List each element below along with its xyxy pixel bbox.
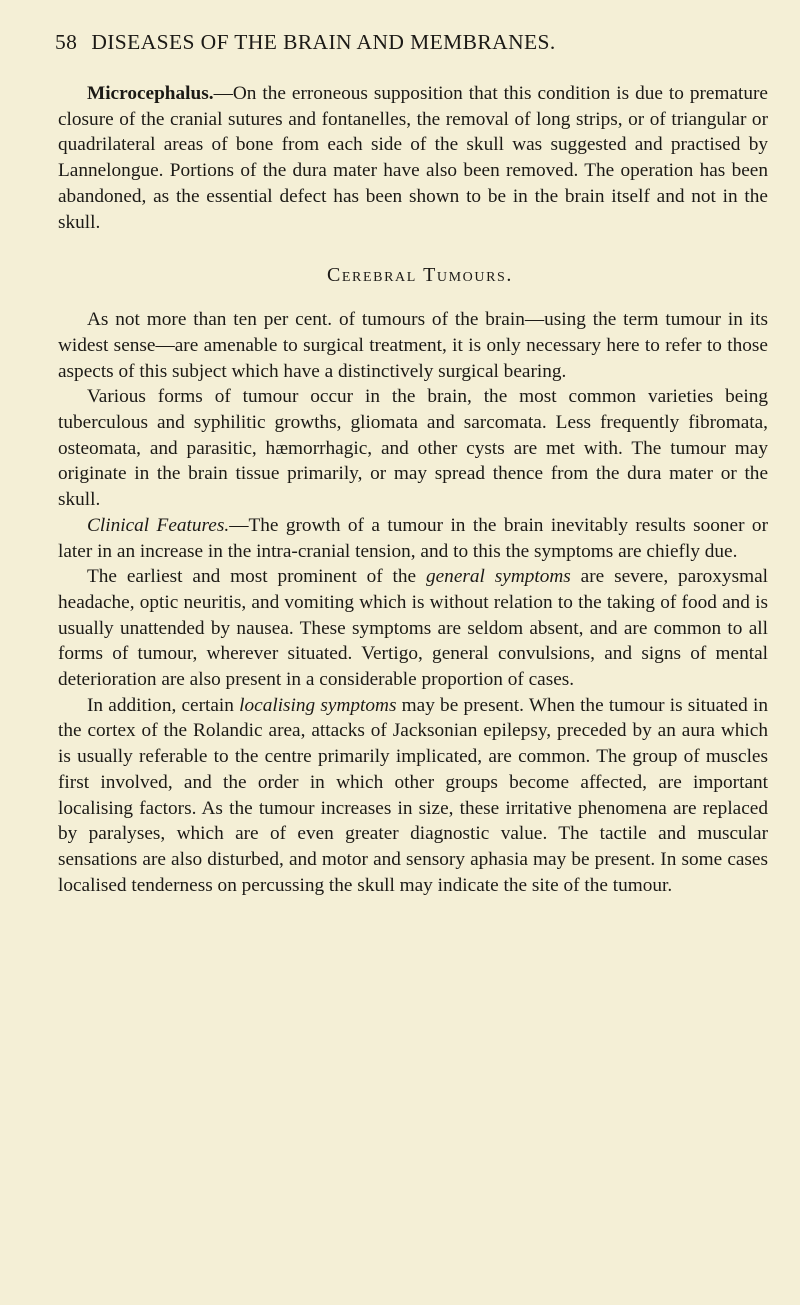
section-heading: Cerebral Tumours.: [326, 264, 514, 287]
book-page: [55, 30, 768, 898]
clinical-features-heading: Clinical Features.: [87, 514, 230, 536]
running-head: [55, 30, 768, 55]
paragraph-1: As not more than ten per cent. of tumours of the brain—using the term tumour in its widest sense—are amenable to surgical treatment, it is only necessary here to refer to those aspects of this subject which have a distinctively surgical bearing.: [58, 309, 768, 382]
localising-symptoms-term: localising symptoms: [239, 694, 397, 716]
general-symptoms-term: general symptoms: [425, 566, 571, 588]
paragraph-5-rest: may be present. When the tumour is situated in the cortex of the Rolandic area, attacks of Jacksonian epilepsy, preceded by an aura which is usually referable to the centre primarily implicated, are common. The group of muscles first involved, and the order in which other groups become affected, are important localising factors. As the tumour increases in size, these irritative phenomena are replaced by paralyses, which are of even greater diagnostic value. The tactile and muscular sensations are also disturbed, and motor and sensory aphasia may be present. In some cases localised tenderness on percussing the skull may indicate the site of the tumour.: [58, 694, 768, 896]
page-number: 58: [55, 30, 78, 54]
microcephalus-text: —On the erroneous supposition that this condition is due to premature closure of the cranial sutures and fontanelles, the removal of long strips, or of triangular or quadrilateral areas of bone from each side of the skull was suggested and practised by Lannelongue. Portions of the dura mater have also been removed. The operation has been abandoned, as the essential defect has been shown to be in the brain itself and not in the skull.: [58, 83, 768, 233]
paragraph-4: [58, 564, 768, 693]
paragraph-5-lead: In addition, certain: [87, 694, 240, 716]
paragraph-4-rest: are severe, paroxysmal headache, optic neuritis, and vomiting which is without relation to the taking of food and is usually unattended by nausea. These symptoms are seldom absent, and are common to all forms of tumour, wherever situated. Vertigo, general convulsions, and signs of mental deterioration are also present in a considerable proportion of cases.: [58, 566, 768, 691]
microcephalus-paragraph: [58, 81, 768, 235]
paragraph-2: Various forms of tumour occur in the brain, the most common varieties being tuberculous and syphilitic growths, gliomata and sarcomata. Less frequently fibromata, osteomata, and parasitic, hæmorrhagic, and other cysts are met with. The tumour may originate in the brain tissue primarily, or may spread thence from the dura mater or the skull.: [58, 386, 768, 511]
paragraph-4-lead: The earliest and most prominent of the: [87, 566, 426, 588]
paragraph-5: [58, 693, 768, 899]
running-title: DISEASES OF THE BRAIN AND MEMBRANES.: [91, 30, 556, 54]
paragraph-3: [58, 513, 768, 564]
microcephalus-heading: Microcephalus.: [87, 83, 214, 104]
clinical-features-text: —The growth of a tumour in the brain inevitably results sooner or later in an increase in the intra-cranial tension, and to this the symptoms are chiefly due.: [58, 514, 768, 562]
